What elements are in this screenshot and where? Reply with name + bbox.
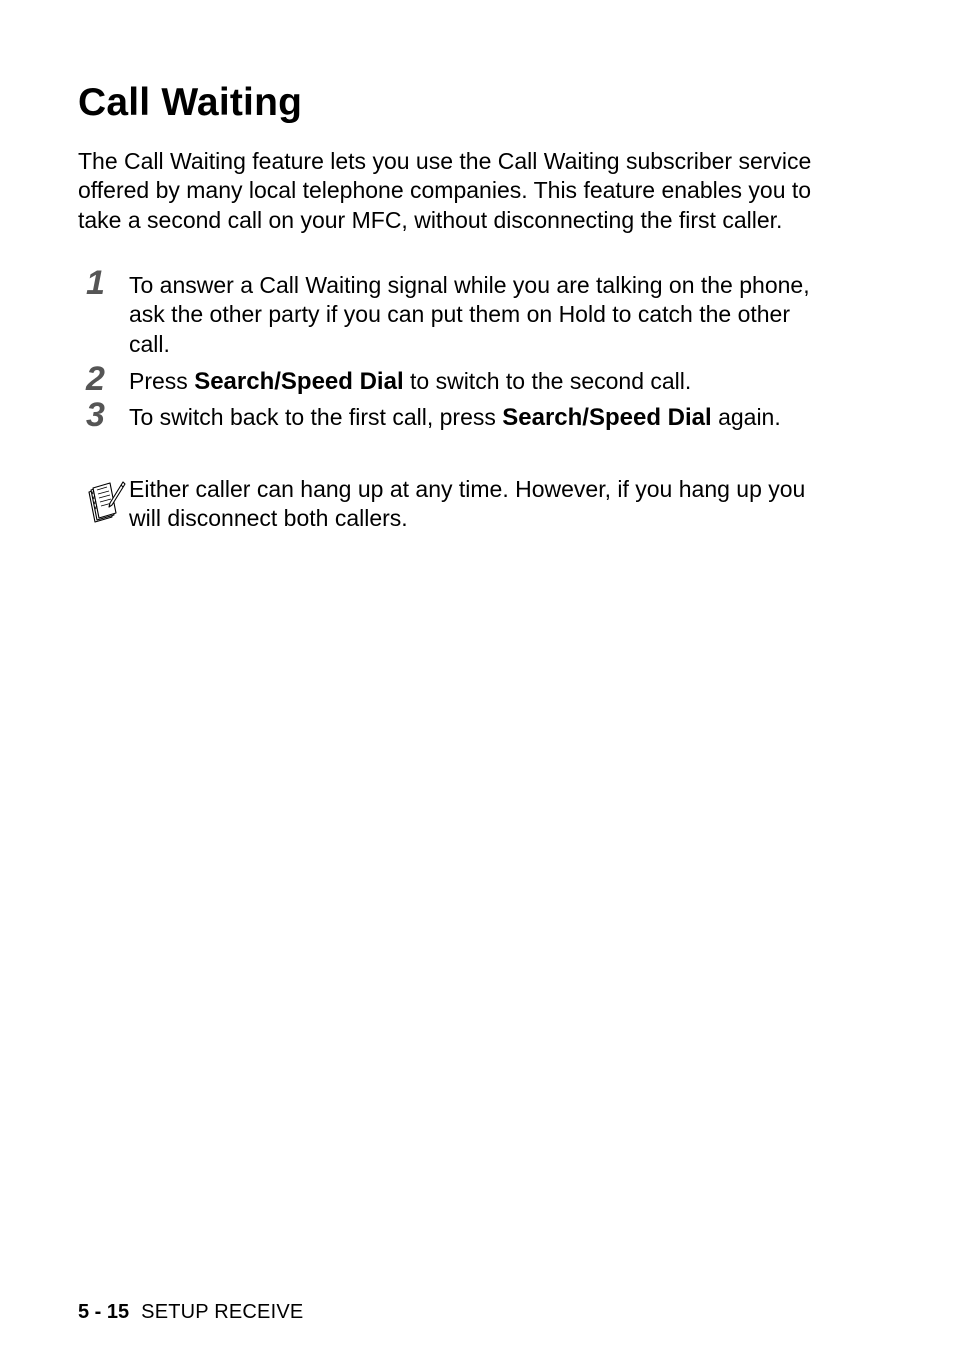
step-text-before: To switch back to the first call, press bbox=[129, 404, 503, 430]
step-number: 3 bbox=[86, 396, 105, 434]
step-text bbox=[129, 367, 829, 396]
section-name: SETUP RECEIVE bbox=[141, 1301, 304, 1323]
step-number: 1 bbox=[86, 264, 105, 302]
note-text: Either caller can hang up at any time. However, if you hang up you will disconnect both callers. bbox=[129, 476, 806, 532]
step-text bbox=[129, 403, 829, 432]
page-title: Call Waiting bbox=[78, 81, 303, 124]
intro-paragraph: The Call Waiting feature lets you use the Call Waiting subscriber service offered by many local telephone companies. This feature enables you to take a second call on your MFC, without disconnecting the first caller. bbox=[78, 148, 812, 233]
step-text: To answer a Call Waiting signal while you are talking on the phone, ask the other party if you can put them on Hold to catch the other call. bbox=[129, 272, 810, 357]
page-number: 5 - 15 bbox=[78, 1301, 130, 1323]
step-text-before: Press bbox=[129, 368, 195, 394]
key-label: Search/Speed Dial bbox=[502, 404, 712, 431]
key-label: Search/Speed Dial bbox=[194, 368, 404, 395]
step-number: 2 bbox=[86, 360, 105, 398]
step-text-after: to switch to the second call. bbox=[403, 368, 692, 394]
page-footer bbox=[78, 1300, 303, 1324]
note-pad-icon bbox=[86, 479, 126, 523]
step-text-after: again. bbox=[711, 404, 781, 430]
